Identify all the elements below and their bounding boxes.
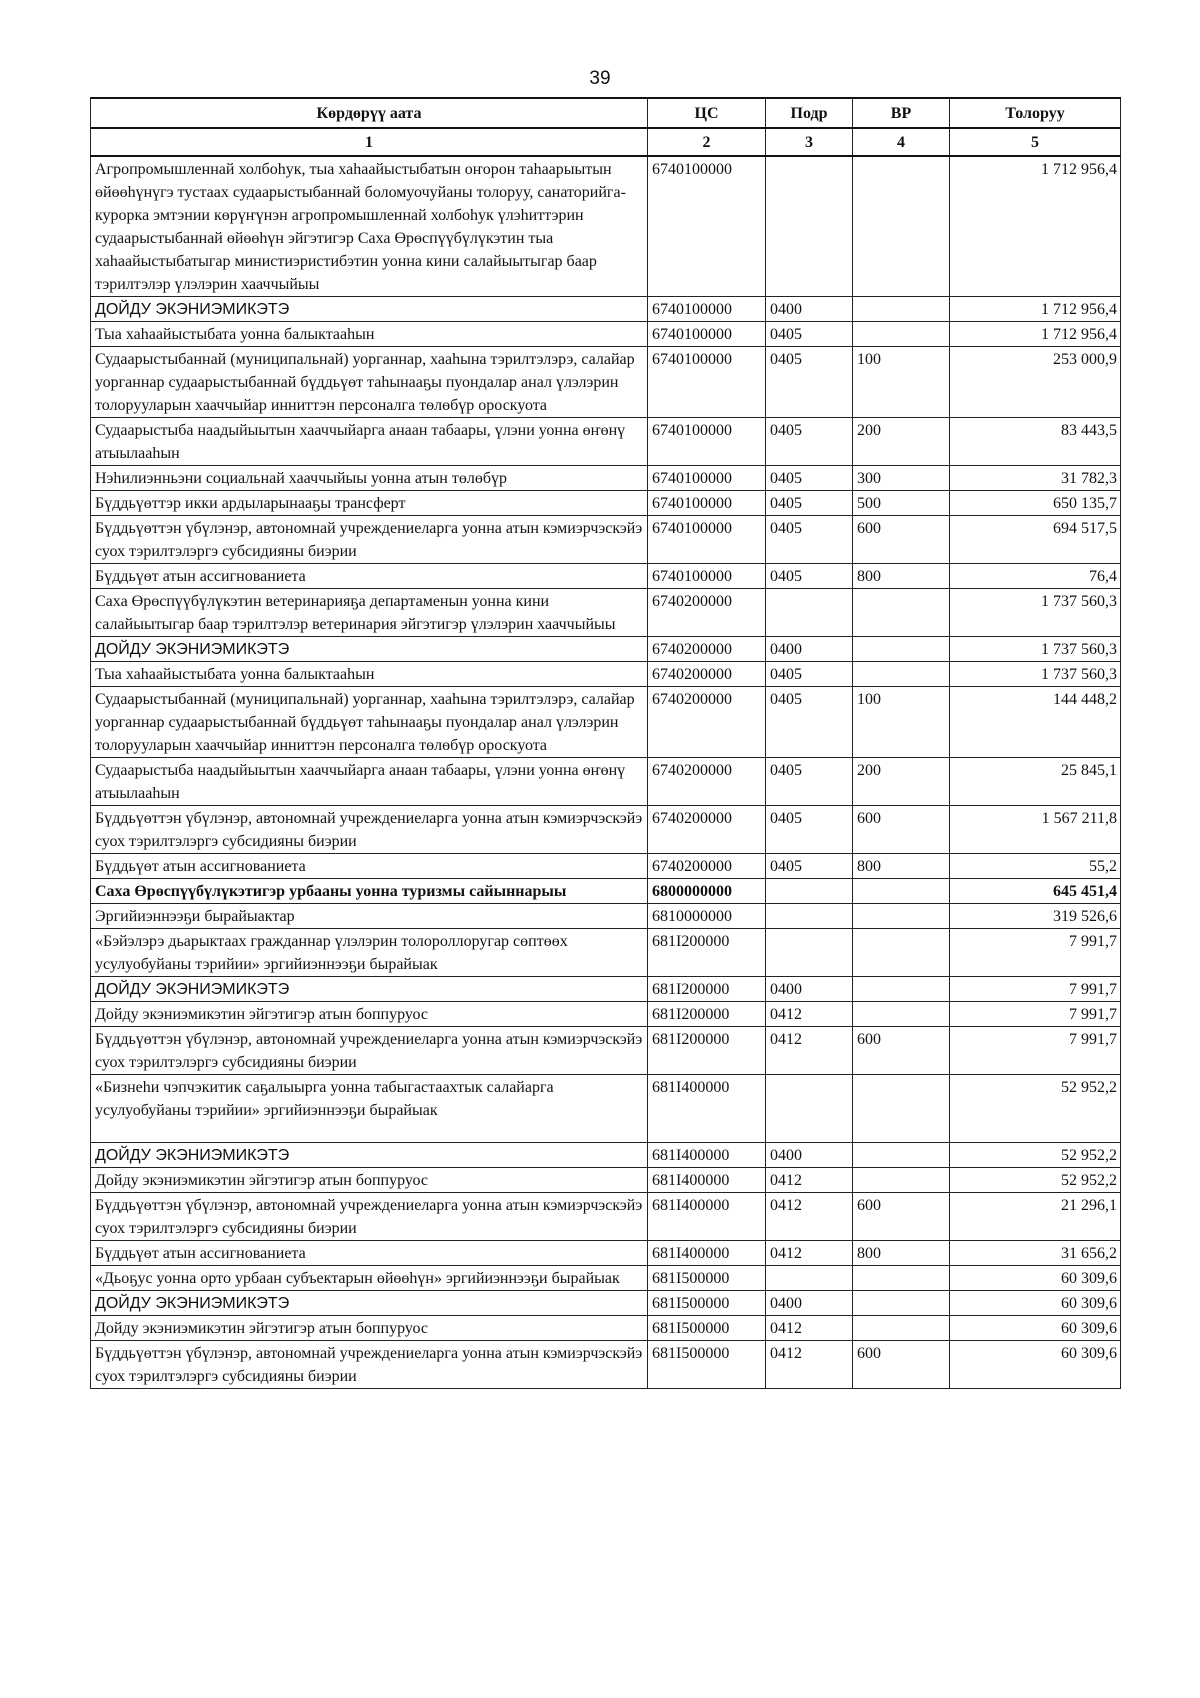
cell-cs: 6740200000	[648, 758, 766, 806]
cell-cs: 681I200000	[648, 977, 766, 1002]
column-number-row	[91, 128, 1121, 156]
cell-vr	[853, 322, 950, 347]
cell-podr: 0405	[766, 662, 853, 687]
cell-total: 31 782,3	[950, 466, 1121, 491]
table-row	[91, 466, 1121, 491]
col-header-vr: ВР	[853, 98, 950, 128]
cell-podr	[766, 156, 853, 297]
cell-name: «Бэйэлэрэ дьарыктаах гражданнар үлэлэрин толороллоругар сөптөөх усулуобуйаны тэрийии» эргийиэннээҕи бырайыак	[91, 929, 648, 977]
cell-cs: 681I200000	[648, 1027, 766, 1075]
table-row	[91, 1266, 1121, 1291]
table-body	[91, 156, 1121, 1389]
cell-vr: 600	[853, 1027, 950, 1075]
cell-podr: 0405	[766, 516, 853, 564]
cell-total: 31 656,2	[950, 1241, 1121, 1266]
cell-cs: 681I200000	[648, 929, 766, 977]
cell-cs: 6810000000	[648, 904, 766, 929]
cell-vr: 300	[853, 466, 950, 491]
table-row	[91, 929, 1121, 977]
cell-cs: 6740200000	[648, 687, 766, 758]
cell-vr: 600	[853, 806, 950, 854]
cell-total: 76,4	[950, 564, 1121, 589]
cell-cs: 6740100000	[648, 491, 766, 516]
table-row	[91, 1002, 1121, 1027]
cell-total: 144 448,2	[950, 687, 1121, 758]
cell-podr: 0405	[766, 418, 853, 466]
cell-cs: 6740100000	[648, 322, 766, 347]
table-row	[91, 758, 1121, 806]
cell-vr: 600	[853, 1341, 950, 1389]
cell-total: 650 135,7	[950, 491, 1121, 516]
cell-podr: 0412	[766, 1168, 853, 1193]
col-number-3: 3	[766, 128, 853, 156]
cell-name: Бүддьүөттэн үбүлэнэр, автономнай учреждениеларга уонна атын кэмиэрчэскэйэ суох тэрилтэлэргэ субсидияны биэрии	[91, 806, 648, 854]
col-header-cs: ЦС	[648, 98, 766, 128]
cell-total: 60 309,6	[950, 1316, 1121, 1341]
cell-vr: 100	[853, 347, 950, 418]
cell-name: ДОЙДУ ЭКЭНИЭМИКЭТЭ	[91, 977, 648, 1002]
cell-vr	[853, 1316, 950, 1341]
cell-name: ДОЙДУ ЭКЭНИЭМИКЭТЭ	[91, 1143, 648, 1168]
cell-name: Бүддьүөттэн үбүлэнэр, автономнай учреждениеларга уонна атын кэмиэрчэскэйэ суох тэрилтэлэргэ субсидияны биэрии	[91, 1193, 648, 1241]
cell-cs: 6740100000	[648, 418, 766, 466]
table-row	[91, 1075, 1121, 1143]
cell-cs: 6740200000	[648, 662, 766, 687]
cell-vr	[853, 1002, 950, 1027]
header-row	[91, 98, 1121, 128]
cell-vr	[853, 977, 950, 1002]
cell-podr: 0405	[766, 854, 853, 879]
cell-total: 52 952,2	[950, 1075, 1121, 1143]
cell-cs: 681I400000	[648, 1143, 766, 1168]
table-row	[91, 156, 1121, 297]
cell-cs: 6740100000	[648, 297, 766, 322]
cell-name: Саха Өрөспүүбүлүкэтигэр урбааны уонна туризмы сайыннарыы	[91, 879, 648, 904]
cell-cs: 6800000000	[648, 879, 766, 904]
cell-podr: 0405	[766, 758, 853, 806]
cell-name: ДОЙДУ ЭКЭНИЭМИКЭТЭ	[91, 1291, 648, 1316]
table-row	[91, 854, 1121, 879]
cell-podr: 0400	[766, 1291, 853, 1316]
cell-vr	[853, 297, 950, 322]
page-number: 39	[589, 68, 611, 89]
cell-cs: 681I200000	[648, 1002, 766, 1027]
cell-name: Тыа хаһаайыстыбата уонна балыктааһын	[91, 322, 648, 347]
cell-vr	[853, 1266, 950, 1291]
cell-total: 1 712 956,4	[950, 322, 1121, 347]
cell-total: 60 309,6	[950, 1266, 1121, 1291]
cell-total: 55,2	[950, 854, 1121, 879]
cell-podr: 0412	[766, 1002, 853, 1027]
cell-name: Дойду экэниэмикэтин эйгэтигэр атын боппуруос	[91, 1168, 648, 1193]
cell-vr	[853, 929, 950, 977]
cell-total: 645 451,4	[950, 879, 1121, 904]
cell-podr	[766, 1075, 853, 1143]
cell-vr: 100	[853, 687, 950, 758]
cell-vr	[853, 589, 950, 637]
cell-cs: 6740200000	[648, 637, 766, 662]
table-row	[91, 1168, 1121, 1193]
cell-podr: 0400	[766, 1143, 853, 1168]
cell-total: 319 526,6	[950, 904, 1121, 929]
cell-cs: 6740100000	[648, 347, 766, 418]
cell-podr: 0405	[766, 466, 853, 491]
table-row	[91, 589, 1121, 637]
cell-name: Агропромышленнай холбоһук, тыа хаһаайыстыбатын оҥорон таһаарыытын өйөөһүнүгэ тустаах судаарыстыбаннай боломуочуйаны толоруу, санаторийга-курорка эмтэнии көрүҥүнэн агропромышленнай холбоһук үлэһиттэрин судаарыстыбаннай өйөөһүн эйгэтигэр Саха Өрөспүүбүлүкэтин тыа хаһаайыстыбатыгар министиэристибэтин уонна кини салайыытыгар баар тэрилтэлэр үлэлэрин хааччыйыы	[91, 156, 648, 297]
cell-total: 1 712 956,4	[950, 297, 1121, 322]
cell-name: Судаарыстыбаннай (муниципальнай) уорганнар, хааһына тэрилтэлэрэ, салайар уорганнар судаарыстыбаннай бүддьүөт таһынааҕы пуондалар анал үлэлэрин толорууларын хааччыйар инниттэн персоналга төлөбүр ороскуота	[91, 687, 648, 758]
cell-name: Нэһилиэнньэни социальнай хааччыйыы уонна атын төлөбүр	[91, 466, 648, 491]
cell-name: «Бизнеһи чэпчэкитик саҕалыырга уонна табыгастаахтык салайарга усулуобуйаны тэрийии» эргийиэннээҕи бырайыак	[91, 1075, 648, 1143]
cell-name: Дойду экэниэмикэтин эйгэтигэр атын боппуруос	[91, 1316, 648, 1341]
cell-name: Судаарыстыба наадыйыытын хааччыйарга анаан табаары, үлэни уонна өҥөнү атыылааһын	[91, 758, 648, 806]
table-row	[91, 1027, 1121, 1075]
cell-total: 7 991,7	[950, 977, 1121, 1002]
cell-total: 52 952,2	[950, 1143, 1121, 1168]
table-row	[91, 662, 1121, 687]
col-number-1: 1	[91, 128, 648, 156]
cell-vr: 200	[853, 758, 950, 806]
cell-vr	[853, 879, 950, 904]
cell-vr: 800	[853, 1241, 950, 1266]
table-row	[91, 1341, 1121, 1389]
cell-vr: 800	[853, 564, 950, 589]
table-row	[91, 977, 1121, 1002]
cell-podr	[766, 929, 853, 977]
cell-name: ДОЙДУ ЭКЭНИЭМИКЭТЭ	[91, 637, 648, 662]
cell-total: 694 517,5	[950, 516, 1121, 564]
cell-total: 60 309,6	[950, 1341, 1121, 1389]
table-row	[91, 806, 1121, 854]
cell-name: Судаарыстыбаннай (муниципальнай) уорганнар, хааһына тэрилтэлэрэ, салайар уорганнар судаарыстыбаннай бүддьүөт таһынааҕы пуондалар анал үлэлэрин толорууларын хааччыйар инниттэн персоналга төлөбүр ороскуота	[91, 347, 648, 418]
cell-vr	[853, 662, 950, 687]
cell-vr	[853, 156, 950, 297]
cell-total: 83 443,5	[950, 418, 1121, 466]
cell-total: 60 309,6	[950, 1291, 1121, 1316]
cell-name: ДОЙДУ ЭКЭНИЭМИКЭТЭ	[91, 297, 648, 322]
cell-podr: 0400	[766, 297, 853, 322]
col-header-total: Толоруу	[950, 98, 1121, 128]
cell-vr	[853, 637, 950, 662]
cell-podr: 0400	[766, 637, 853, 662]
cell-total: 25 845,1	[950, 758, 1121, 806]
table-row	[91, 1193, 1121, 1241]
cell-name: Бүддьүөт атын ассигнованиета	[91, 1241, 648, 1266]
cell-podr	[766, 589, 853, 637]
cell-podr: 0405	[766, 347, 853, 418]
cell-podr: 0405	[766, 687, 853, 758]
cell-total: 1 737 560,3	[950, 637, 1121, 662]
table-row	[91, 322, 1121, 347]
cell-cs: 681I500000	[648, 1316, 766, 1341]
cell-cs: 6740100000	[648, 564, 766, 589]
cell-podr: 0405	[766, 806, 853, 854]
table-row	[91, 687, 1121, 758]
cell-cs: 681I500000	[648, 1266, 766, 1291]
cell-vr	[853, 1168, 950, 1193]
cell-cs: 6740100000	[648, 466, 766, 491]
table-row	[91, 564, 1121, 589]
budget-table	[90, 97, 1121, 1389]
cell-cs: 681I400000	[648, 1241, 766, 1266]
cell-podr	[766, 904, 853, 929]
cell-podr: 0412	[766, 1341, 853, 1389]
table-row	[91, 1143, 1121, 1168]
cell-cs: 681I400000	[648, 1193, 766, 1241]
cell-name: Бүддьүөттэн үбүлэнэр, автономнай учреждениеларга уонна атын кэмиэрчэскэйэ суох тэрилтэлэргэ субсидияны биэрии	[91, 1027, 648, 1075]
table-row	[91, 1316, 1121, 1341]
cell-podr: 0412	[766, 1316, 853, 1341]
cell-cs: 6740100000	[648, 516, 766, 564]
table-row	[91, 516, 1121, 564]
table-row	[91, 347, 1121, 418]
cell-name: Бүддьүөт атын ассигнованиета	[91, 564, 648, 589]
cell-name: Бүддьүөт атын ассигнованиета	[91, 854, 648, 879]
cell-podr: 0412	[766, 1027, 853, 1075]
cell-podr: 0405	[766, 564, 853, 589]
cell-total: 7 991,7	[950, 1002, 1121, 1027]
cell-vr	[853, 1291, 950, 1316]
cell-name: Эргийиэннээҕи бырайыактар	[91, 904, 648, 929]
table-row	[91, 418, 1121, 466]
cell-total: 1 712 956,4	[950, 156, 1121, 297]
cell-vr	[853, 904, 950, 929]
cell-total: 7 991,7	[950, 929, 1121, 977]
cell-vr: 600	[853, 1193, 950, 1241]
cell-cs: 6740200000	[648, 806, 766, 854]
cell-name: Судаарыстыба наадыйыытын хааччыйарга анаан табаары, үлэни уонна өҥөнү атыылааһын	[91, 418, 648, 466]
cell-total: 21 296,1	[950, 1193, 1121, 1241]
table-row	[91, 1241, 1121, 1266]
table-row	[91, 297, 1121, 322]
cell-total: 1 567 211,8	[950, 806, 1121, 854]
cell-cs: 681I500000	[648, 1291, 766, 1316]
cell-vr	[853, 1075, 950, 1143]
cell-podr: 0412	[766, 1193, 853, 1241]
cell-cs: 6740100000	[648, 156, 766, 297]
cell-name: Тыа хаһаайыстыбата уонна балыктааһын	[91, 662, 648, 687]
cell-name: Бүддьүөттэн үбүлэнэр, автономнай учреждениеларга уонна атын кэмиэрчэскэйэ суох тэрилтэлэргэ субсидияны биэрии	[91, 1341, 648, 1389]
cell-cs: 681I500000	[648, 1341, 766, 1389]
cell-podr	[766, 879, 853, 904]
cell-podr: 0412	[766, 1241, 853, 1266]
cell-vr: 500	[853, 491, 950, 516]
cell-podr: 0400	[766, 977, 853, 1002]
cell-name: Саха Өрөспүүбүлүкэтин ветеринарияҕа департаменын уонна кини салайыытыгар баар тэрилтэлэр ветеринария эйгэтигэр үлэлэрин хааччыйыы	[91, 589, 648, 637]
cell-total: 1 737 560,3	[950, 662, 1121, 687]
cell-name: Бүддьүөттэр икки ардыларынааҕы трансферт	[91, 491, 648, 516]
col-number-5: 5	[950, 128, 1121, 156]
table-row	[91, 1291, 1121, 1316]
cell-podr	[766, 1266, 853, 1291]
cell-name: Бүддьүөттэн үбүлэнэр, автономнай учреждениеларга уонна атын кэмиэрчэскэйэ суох тэрилтэлэргэ субсидияны биэрии	[91, 516, 648, 564]
cell-cs: 6740200000	[648, 854, 766, 879]
cell-total: 52 952,2	[950, 1168, 1121, 1193]
col-number-2: 2	[648, 128, 766, 156]
cell-name: Дойду экэниэмикэтин эйгэтигэр атын боппуруос	[91, 1002, 648, 1027]
table-row	[91, 904, 1121, 929]
cell-vr: 200	[853, 418, 950, 466]
cell-podr: 0405	[766, 491, 853, 516]
col-number-4: 4	[853, 128, 950, 156]
cell-total: 1 737 560,3	[950, 589, 1121, 637]
cell-name: «Дьоҕус уонна орто урбаан субъектарын өйөөһүн» эргийиэннээҕи бырайыак	[91, 1266, 648, 1291]
cell-total: 7 991,7	[950, 1027, 1121, 1075]
cell-vr: 600	[853, 516, 950, 564]
cell-cs: 6740200000	[648, 589, 766, 637]
cell-vr: 800	[853, 854, 950, 879]
table-row	[91, 879, 1121, 904]
col-header-podr: Подр	[766, 98, 853, 128]
col-header-name: Көрдөрүү аата	[91, 98, 648, 128]
cell-podr: 0405	[766, 322, 853, 347]
cell-cs: 681I400000	[648, 1075, 766, 1143]
table-row	[91, 637, 1121, 662]
cell-cs: 681I400000	[648, 1168, 766, 1193]
cell-total: 253 000,9	[950, 347, 1121, 418]
cell-vr	[853, 1143, 950, 1168]
table-row	[91, 491, 1121, 516]
